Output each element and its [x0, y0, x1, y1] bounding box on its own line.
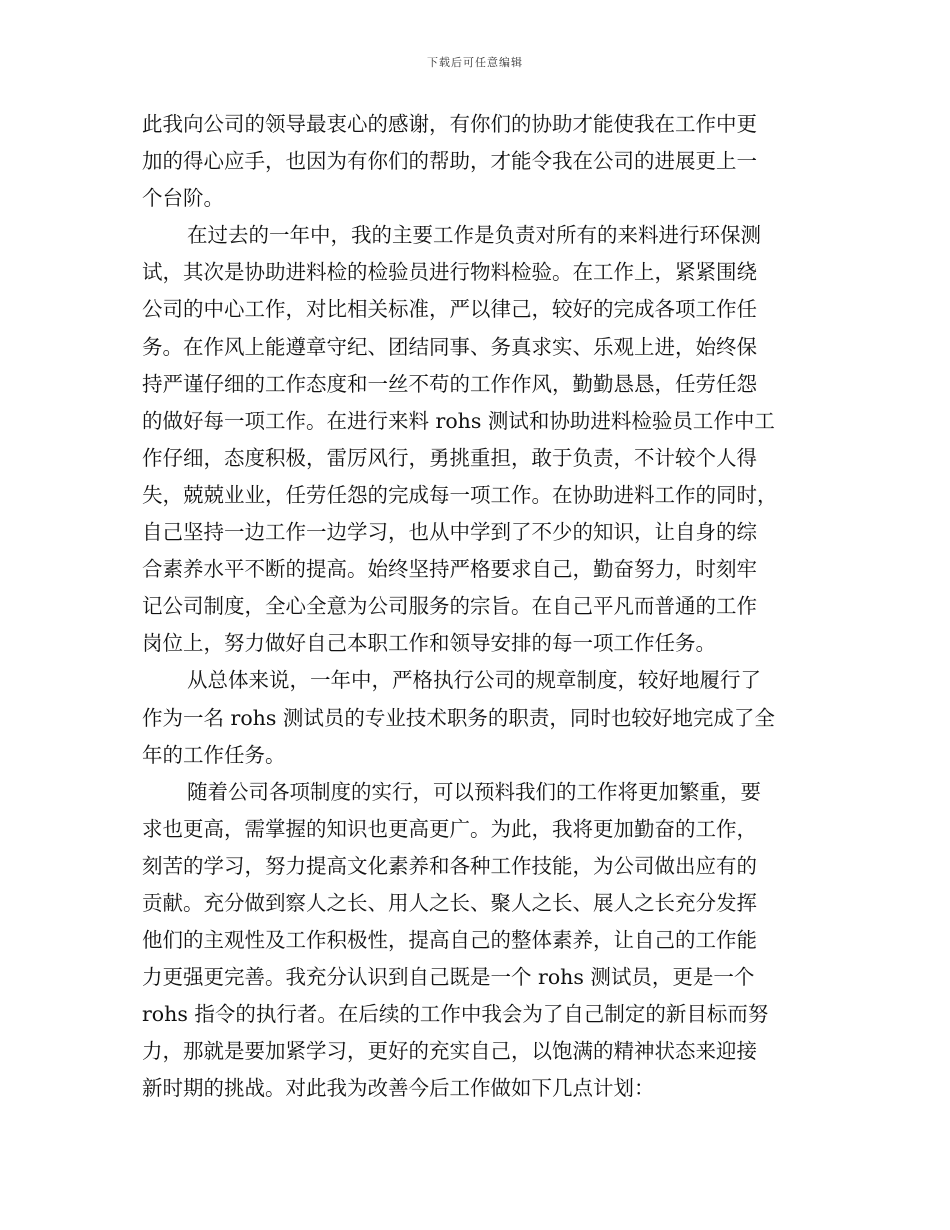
text-line: 作仔细，态度积极，雷厉风行，勇挑重担，敢于负责，不计较个人得 — [142, 445, 757, 470]
paragraph-start-line: 从总体来说，一年中，严格执行公司的规章制度，较好地履行了 — [187, 668, 761, 693]
text-line: rohs 指令的执行者。在后续的工作中我会为了自己制定的新目标而努 — [142, 1002, 769, 1027]
text-line: 力，那就是要加紧学习，更好的充实自己，以饱满的精神状态来迎接 — [142, 1039, 757, 1064]
text-line: 他们的主观性及工作积极性，提高自己的整体素养，让自己的工作能 — [142, 928, 757, 953]
text-line: 的做好每一项工作。在进行来料 rohs 测试和协助进料检验员工作中工 — [142, 408, 775, 433]
text-line: 公司的中心工作，对比相关标准，严以律己，较好的完成各项工作任 — [142, 297, 757, 322]
header-note: 下载后可任意编辑 — [427, 56, 523, 69]
text-line: 新时期的挑战。对此我为改善今后工作做如下几点计划： — [142, 1076, 655, 1101]
text-line: 年的工作任务。 — [142, 742, 286, 767]
text-line: 作为一名 rohs 测试员的专业技术职务的职责，同时也较好地完成了全 — [142, 705, 775, 730]
text-line: 刻苦的学习，努力提高文化素养和各种工作技能，为公司做出应有的 — [142, 853, 757, 878]
text-line: 持严谨仔细的工作态度和一丝不苟的工作作风，勤勤恳恳，任劳任怨 — [142, 371, 757, 396]
document-body — [142, 106, 808, 1108]
text-line: 贡献。充分做到察人之长、用人之长、聚人之长、展人之长充分发挥 — [142, 890, 757, 915]
text-line: 岗位上，努力做好自己本职工作和领导安排的每一项工作任务。 — [142, 631, 716, 656]
text-line: 力更强更完善。我充分认识到自己既是一个 rohs 测试员，更是一个 — [142, 965, 755, 990]
text-line: 试，其次是协助进料检的检验员进行物料检验。在工作上，紧紧围绕 — [142, 260, 757, 285]
text-line: 务。在作风上能遵章守纪、团结同事、务真求实、乐观上进，始终保 — [142, 334, 757, 359]
text-line: 记公司制度，全心全意为公司服务的宗旨。在自己平凡而普通的工作 — [142, 594, 757, 619]
text-line: 自己坚持一边工作一边学习，也从中学到了不少的知识，让自身的综 — [142, 520, 757, 545]
text-line: 合素养水平不断的提高。始终坚持严格要求自己，勤奋努力，时刻牢 — [142, 557, 757, 582]
text-line: 加的得心应手，也因为有你们的帮助，才能令我在公司的进展更上一 — [142, 149, 757, 174]
text-line: 失，兢兢业业，任劳任怨的完成每一项工作。在协助进料工作的同时， — [142, 482, 778, 507]
text-line: 求也更高，需掌握的知识也更高更广。为此，我将更加勤奋的工作， — [142, 816, 757, 841]
text-line: 此我向公司的领导最衷心的感谢，有你们的协助才能使我在工作中更 — [142, 112, 757, 136]
text-line: 个台阶。 — [142, 186, 224, 211]
paragraph-start-line: 随着公司各项制度的实行，可以预料我们的工作将更加繁重，要 — [187, 779, 761, 804]
paragraph-start-line: 在过去的一年中，我的主要工作是负责对所有的来料进行环保测 — [187, 223, 761, 248]
